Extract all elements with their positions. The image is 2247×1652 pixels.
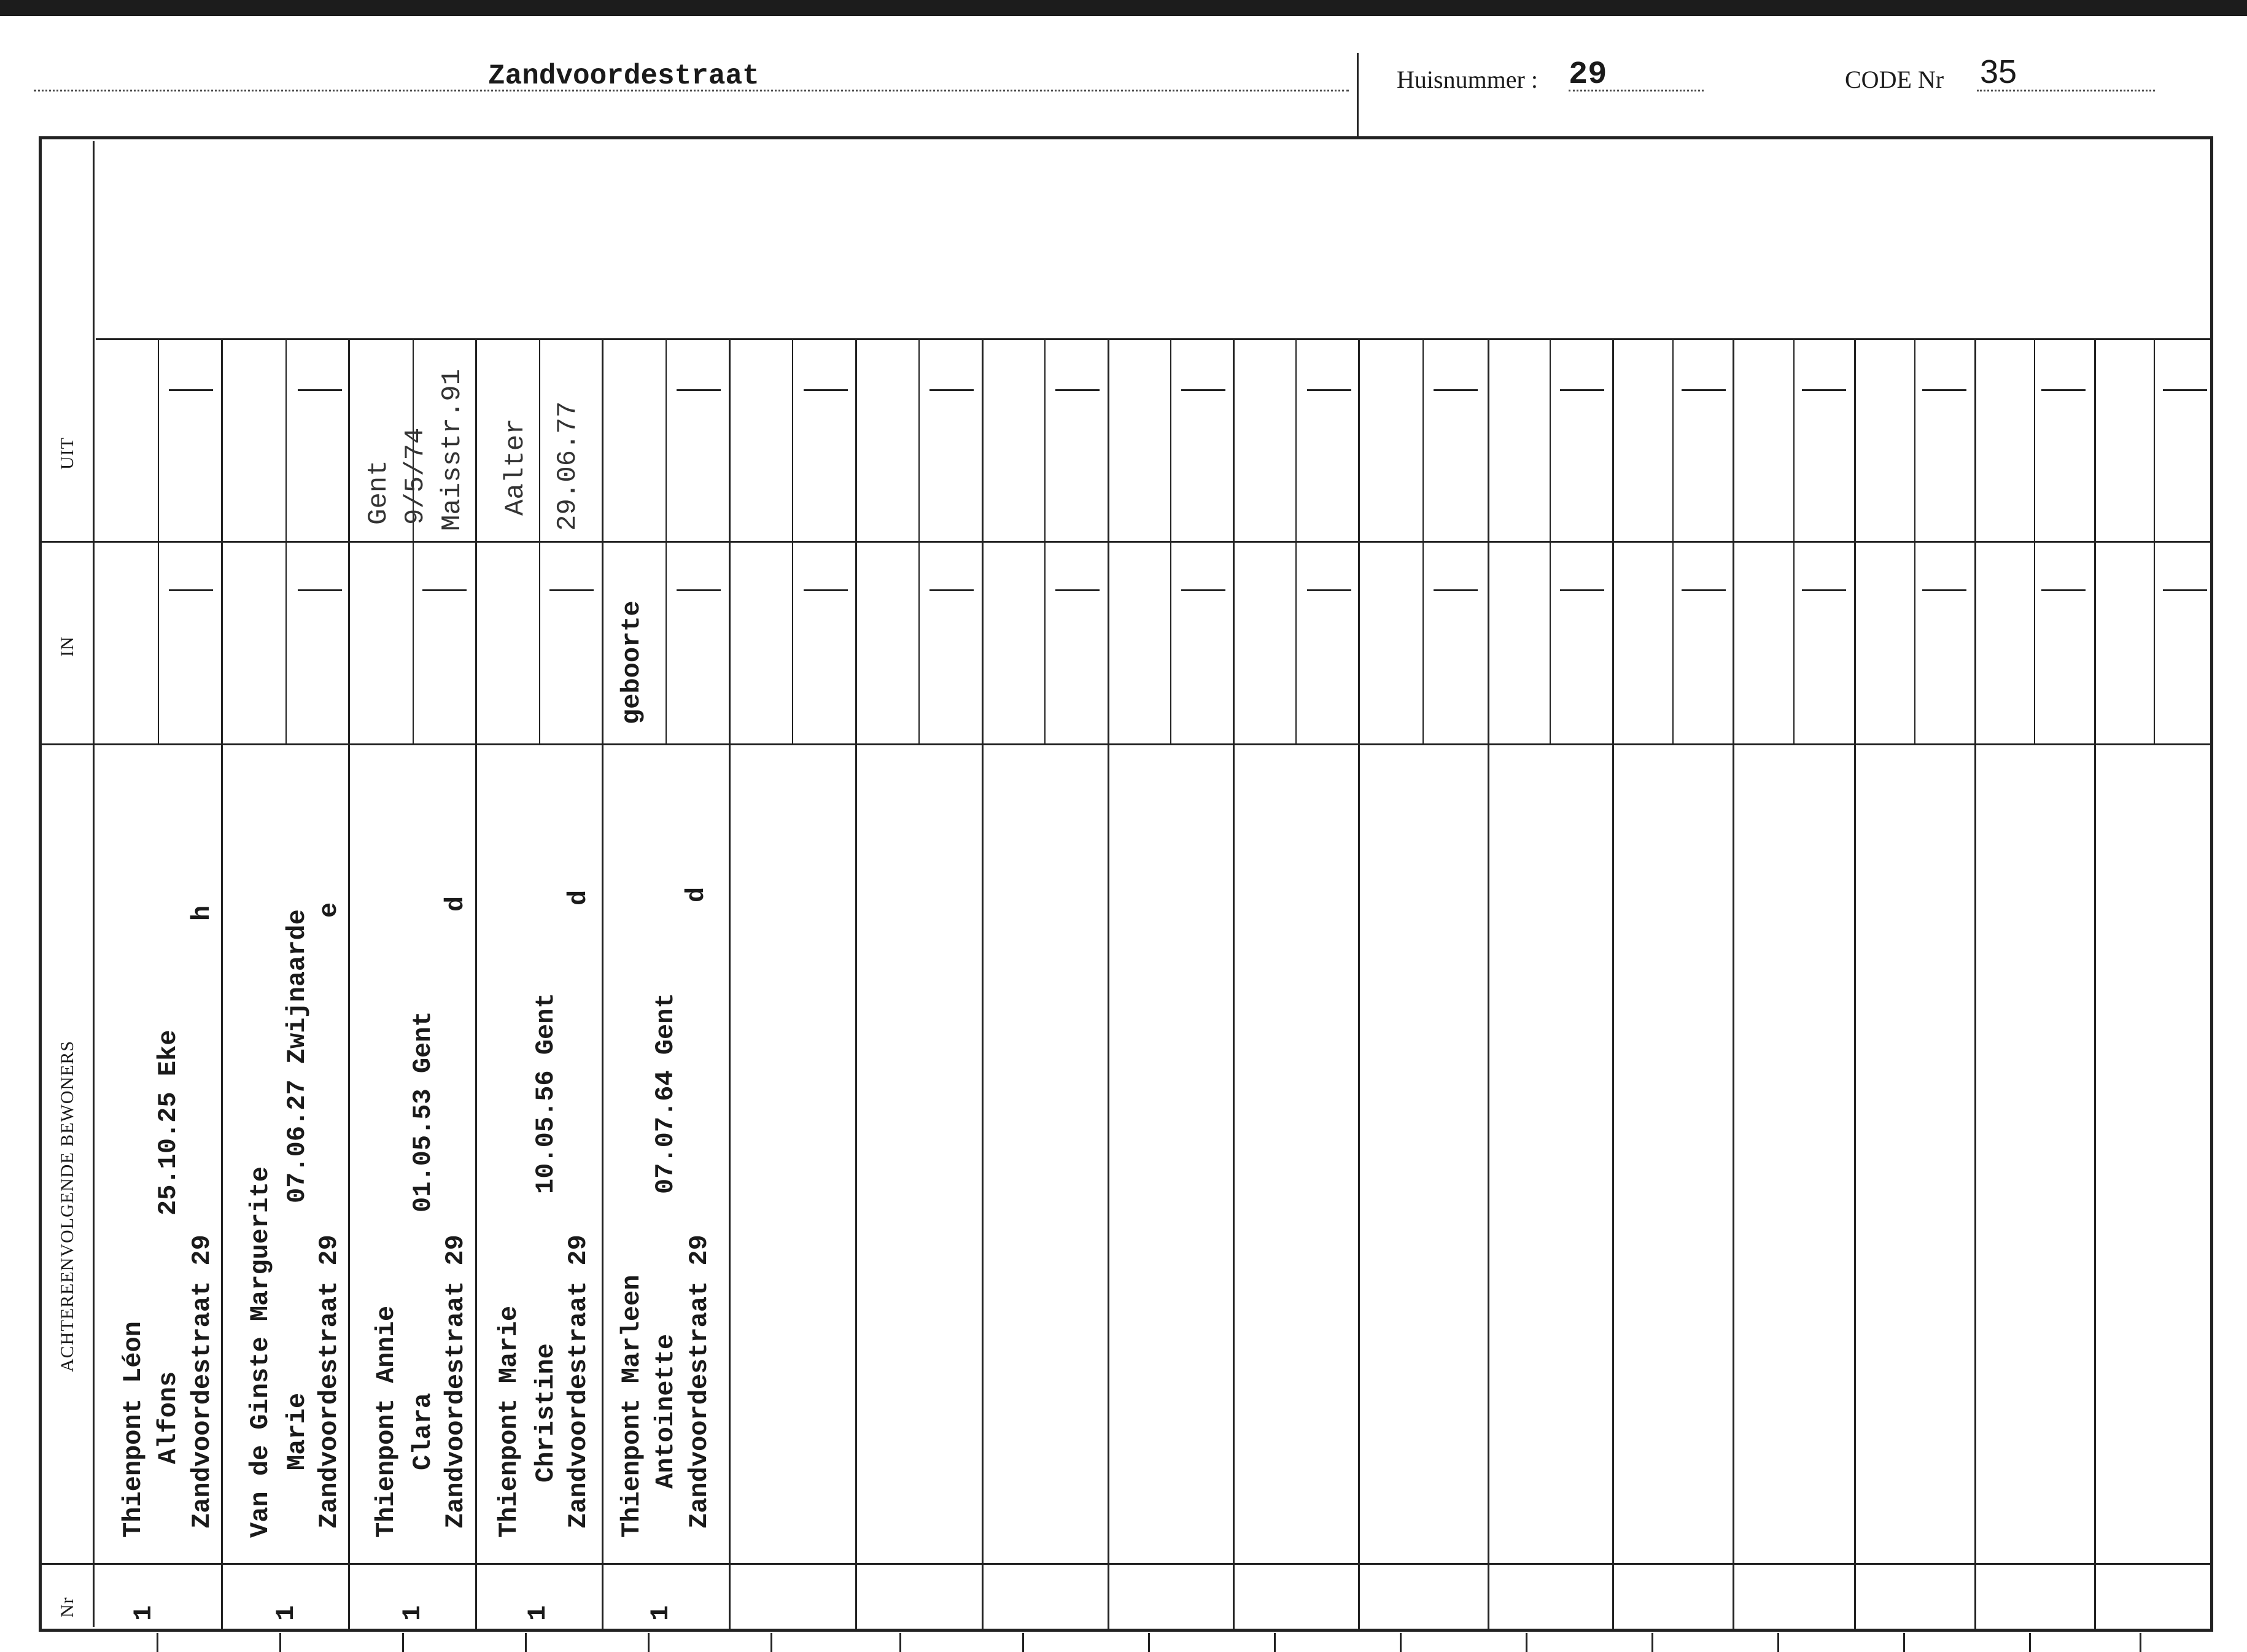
empty-dash-mark (2163, 589, 2207, 591)
empty-dash-mark (2041, 389, 2086, 391)
column-divider (729, 338, 731, 1630)
column-divider (221, 338, 223, 1630)
resident-3-birth: 01.05.53 Gent (408, 1011, 438, 1212)
empty-dash-mark (1181, 389, 1225, 391)
resident-2-surname: Van de Ginste Marguerite (246, 1166, 275, 1538)
column-divider (1733, 338, 1734, 1630)
resident-5-address: Zandvoordestraat 29 (685, 1235, 714, 1529)
resident-3-address: Zandvoordestraat 29 (441, 1235, 470, 1529)
column-divider (1974, 338, 1976, 1630)
resident-2-address: Zandvoordestraat 29 (314, 1235, 344, 1529)
bottom-tick (648, 1633, 650, 1652)
resident-5-birth: 07.07.64 Gent (651, 993, 680, 1194)
empty-dash-mark (549, 589, 594, 591)
bottom-tick (1903, 1633, 1905, 1652)
bottom-tick (899, 1633, 901, 1652)
row-divider-residents-top (41, 743, 2210, 745)
empty-dash-mark (1181, 589, 1225, 591)
resident-3-uit-line-3: Maisstr.91 (437, 368, 468, 531)
bottom-tick (770, 1633, 772, 1652)
empty-dash-mark (1560, 589, 1604, 591)
bottom-tick (1777, 1633, 1779, 1652)
header-divider (1357, 53, 1359, 136)
empty-dash-mark (298, 389, 342, 391)
resident-1-birth: 25.10.25 Eke (153, 1030, 183, 1216)
empty-dash-mark (804, 389, 848, 391)
house-number-value: 29 (1569, 56, 1607, 93)
column-divider (982, 338, 984, 1630)
row-label-uit: UIT (57, 437, 77, 470)
bottom-tick (402, 1633, 404, 1652)
sub-column-divider (413, 338, 414, 743)
sub-column-divider (1044, 338, 1046, 743)
resident-table (39, 136, 2213, 1632)
street-dotted-line (34, 90, 1349, 91)
sub-column-divider (1672, 338, 1674, 743)
resident-4-birth: 10.05.56 Gent (531, 993, 561, 1194)
sub-column-divider (918, 338, 920, 743)
resident-3-code: d (441, 896, 470, 912)
resident-3-uit-line-1: Gent (363, 460, 394, 525)
resident-4-code: d (564, 890, 593, 905)
row-divider-in-top (41, 541, 2210, 543)
empty-dash-mark (1307, 589, 1351, 591)
column-divider (855, 338, 857, 1630)
column-divider (1233, 338, 1235, 1630)
empty-dash-mark (2163, 389, 2207, 391)
bottom-tick (1400, 1633, 1402, 1652)
column-divider (1488, 338, 1489, 1630)
resident-2-birth: 07.06.27 Zwijnaarde (282, 909, 312, 1203)
sub-column-divider (2034, 338, 2035, 743)
bottom-tick (279, 1633, 281, 1652)
sub-column-divider (792, 338, 793, 743)
empty-dash-mark (1434, 389, 1478, 391)
bottom-tick (1651, 1633, 1653, 1652)
empty-dash-mark (677, 389, 721, 391)
sub-column-divider (158, 338, 159, 743)
sub-column-divider (666, 338, 667, 743)
empty-dash-mark (804, 589, 848, 591)
resident-3-surname: Thienpont Annie (371, 1305, 401, 1538)
resident-1-address: Zandvoordestraat 29 (187, 1235, 217, 1529)
empty-dash-mark (1434, 589, 1478, 591)
resident-5-surname: Thienpont Marleen (617, 1274, 646, 1538)
resident-2-nr: 1 (271, 1605, 301, 1621)
resident-5-nr: 1 (646, 1605, 675, 1621)
street-name: Zandvoordestraat (488, 60, 759, 92)
sub-column-divider (1793, 338, 1795, 743)
empty-dash-mark (422, 589, 467, 591)
resident-1-given-name: Alfons (153, 1371, 183, 1464)
code-label: CODE Nr (1845, 66, 1944, 93)
empty-dash-mark (1682, 589, 1726, 591)
sub-column-divider (2154, 338, 2155, 743)
label-column-divider (93, 141, 95, 1627)
column-divider (1108, 338, 1109, 1630)
code-number-value: 35 (1980, 53, 2017, 90)
column-divider (475, 338, 477, 1630)
bottom-tick (2140, 1633, 2141, 1652)
resident-4-uit-line-2: 29.06.77 (553, 401, 583, 531)
empty-dash-mark (929, 389, 974, 391)
bottom-tick (1148, 1633, 1150, 1652)
empty-dash-mark (1055, 389, 1100, 391)
column-divider (2094, 338, 2096, 1630)
resident-5-given-name: Antoinette (651, 1333, 680, 1489)
column-divider (348, 338, 350, 1630)
empty-dash-mark (1055, 589, 1100, 591)
resident-4-given-name: Christine (531, 1343, 561, 1483)
row-label-in: IN (57, 636, 77, 657)
empty-dash-mark (1802, 389, 1846, 391)
empty-dash-mark (2041, 589, 2086, 591)
bottom-tick (1022, 1633, 1024, 1652)
row-divider-nr-top (41, 1563, 2210, 1565)
sub-column-divider (1550, 338, 1551, 743)
empty-dash-mark (169, 589, 213, 591)
resident-3-uit-line-2: 9/5/74 (400, 427, 431, 525)
sub-column-divider (1295, 338, 1297, 743)
empty-dash-mark (677, 589, 721, 591)
empty-dash-mark (929, 589, 974, 591)
row-label-nr: Nr (57, 1597, 77, 1618)
bottom-tick (1274, 1633, 1276, 1652)
resident-5-in: geboorte (617, 600, 646, 724)
resident-5-code: d (681, 886, 711, 902)
bottom-tick (525, 1633, 527, 1652)
resident-3-given-name: Clara (408, 1392, 438, 1470)
bottom-tick (157, 1633, 158, 1652)
empty-dash-mark (1922, 589, 1966, 591)
empty-dash-mark (1560, 389, 1604, 391)
top-border-bar (0, 0, 2247, 16)
resident-4-uit-line-1: Aalter (500, 418, 531, 516)
sub-column-divider (539, 338, 540, 743)
column-divider (1358, 338, 1360, 1630)
resident-1-code: h (187, 905, 217, 921)
empty-dash-mark (1682, 389, 1726, 391)
empty-dash-mark (1802, 589, 1846, 591)
resident-4-address: Zandvoordestraat 29 (564, 1235, 593, 1529)
sub-column-divider (1914, 338, 1915, 743)
column-divider (602, 338, 603, 1630)
house-number-label: Huisnummer : (1397, 66, 1538, 93)
empty-dash-mark (169, 389, 213, 391)
empty-dash-mark (298, 589, 342, 591)
resident-4-nr: 1 (523, 1605, 553, 1621)
house-number-dotted-line (1569, 90, 1704, 91)
resident-2-code: e (314, 902, 344, 918)
column-divider (1854, 338, 1856, 1630)
code-dotted-line (1977, 90, 2155, 91)
empty-dash-mark (1307, 389, 1351, 391)
resident-2-given-name: Marie (282, 1392, 312, 1470)
sub-column-divider (1422, 338, 1424, 743)
sub-column-divider (285, 338, 287, 743)
resident-4-surname: Thienpont Marie (494, 1305, 524, 1538)
resident-1-nr: 1 (129, 1605, 158, 1621)
bottom-tick (2029, 1633, 2031, 1652)
resident-3-nr: 1 (398, 1605, 427, 1621)
sub-column-divider (1170, 338, 1171, 743)
row-label-residents: ACHTEREENVOLGENDE BEWONERS (57, 1040, 77, 1372)
bottom-tick (1526, 1633, 1527, 1652)
empty-dash-mark (1922, 389, 1966, 391)
resident-1-surname: Thienpont Léon (118, 1321, 148, 1538)
column-divider (1612, 338, 1614, 1630)
